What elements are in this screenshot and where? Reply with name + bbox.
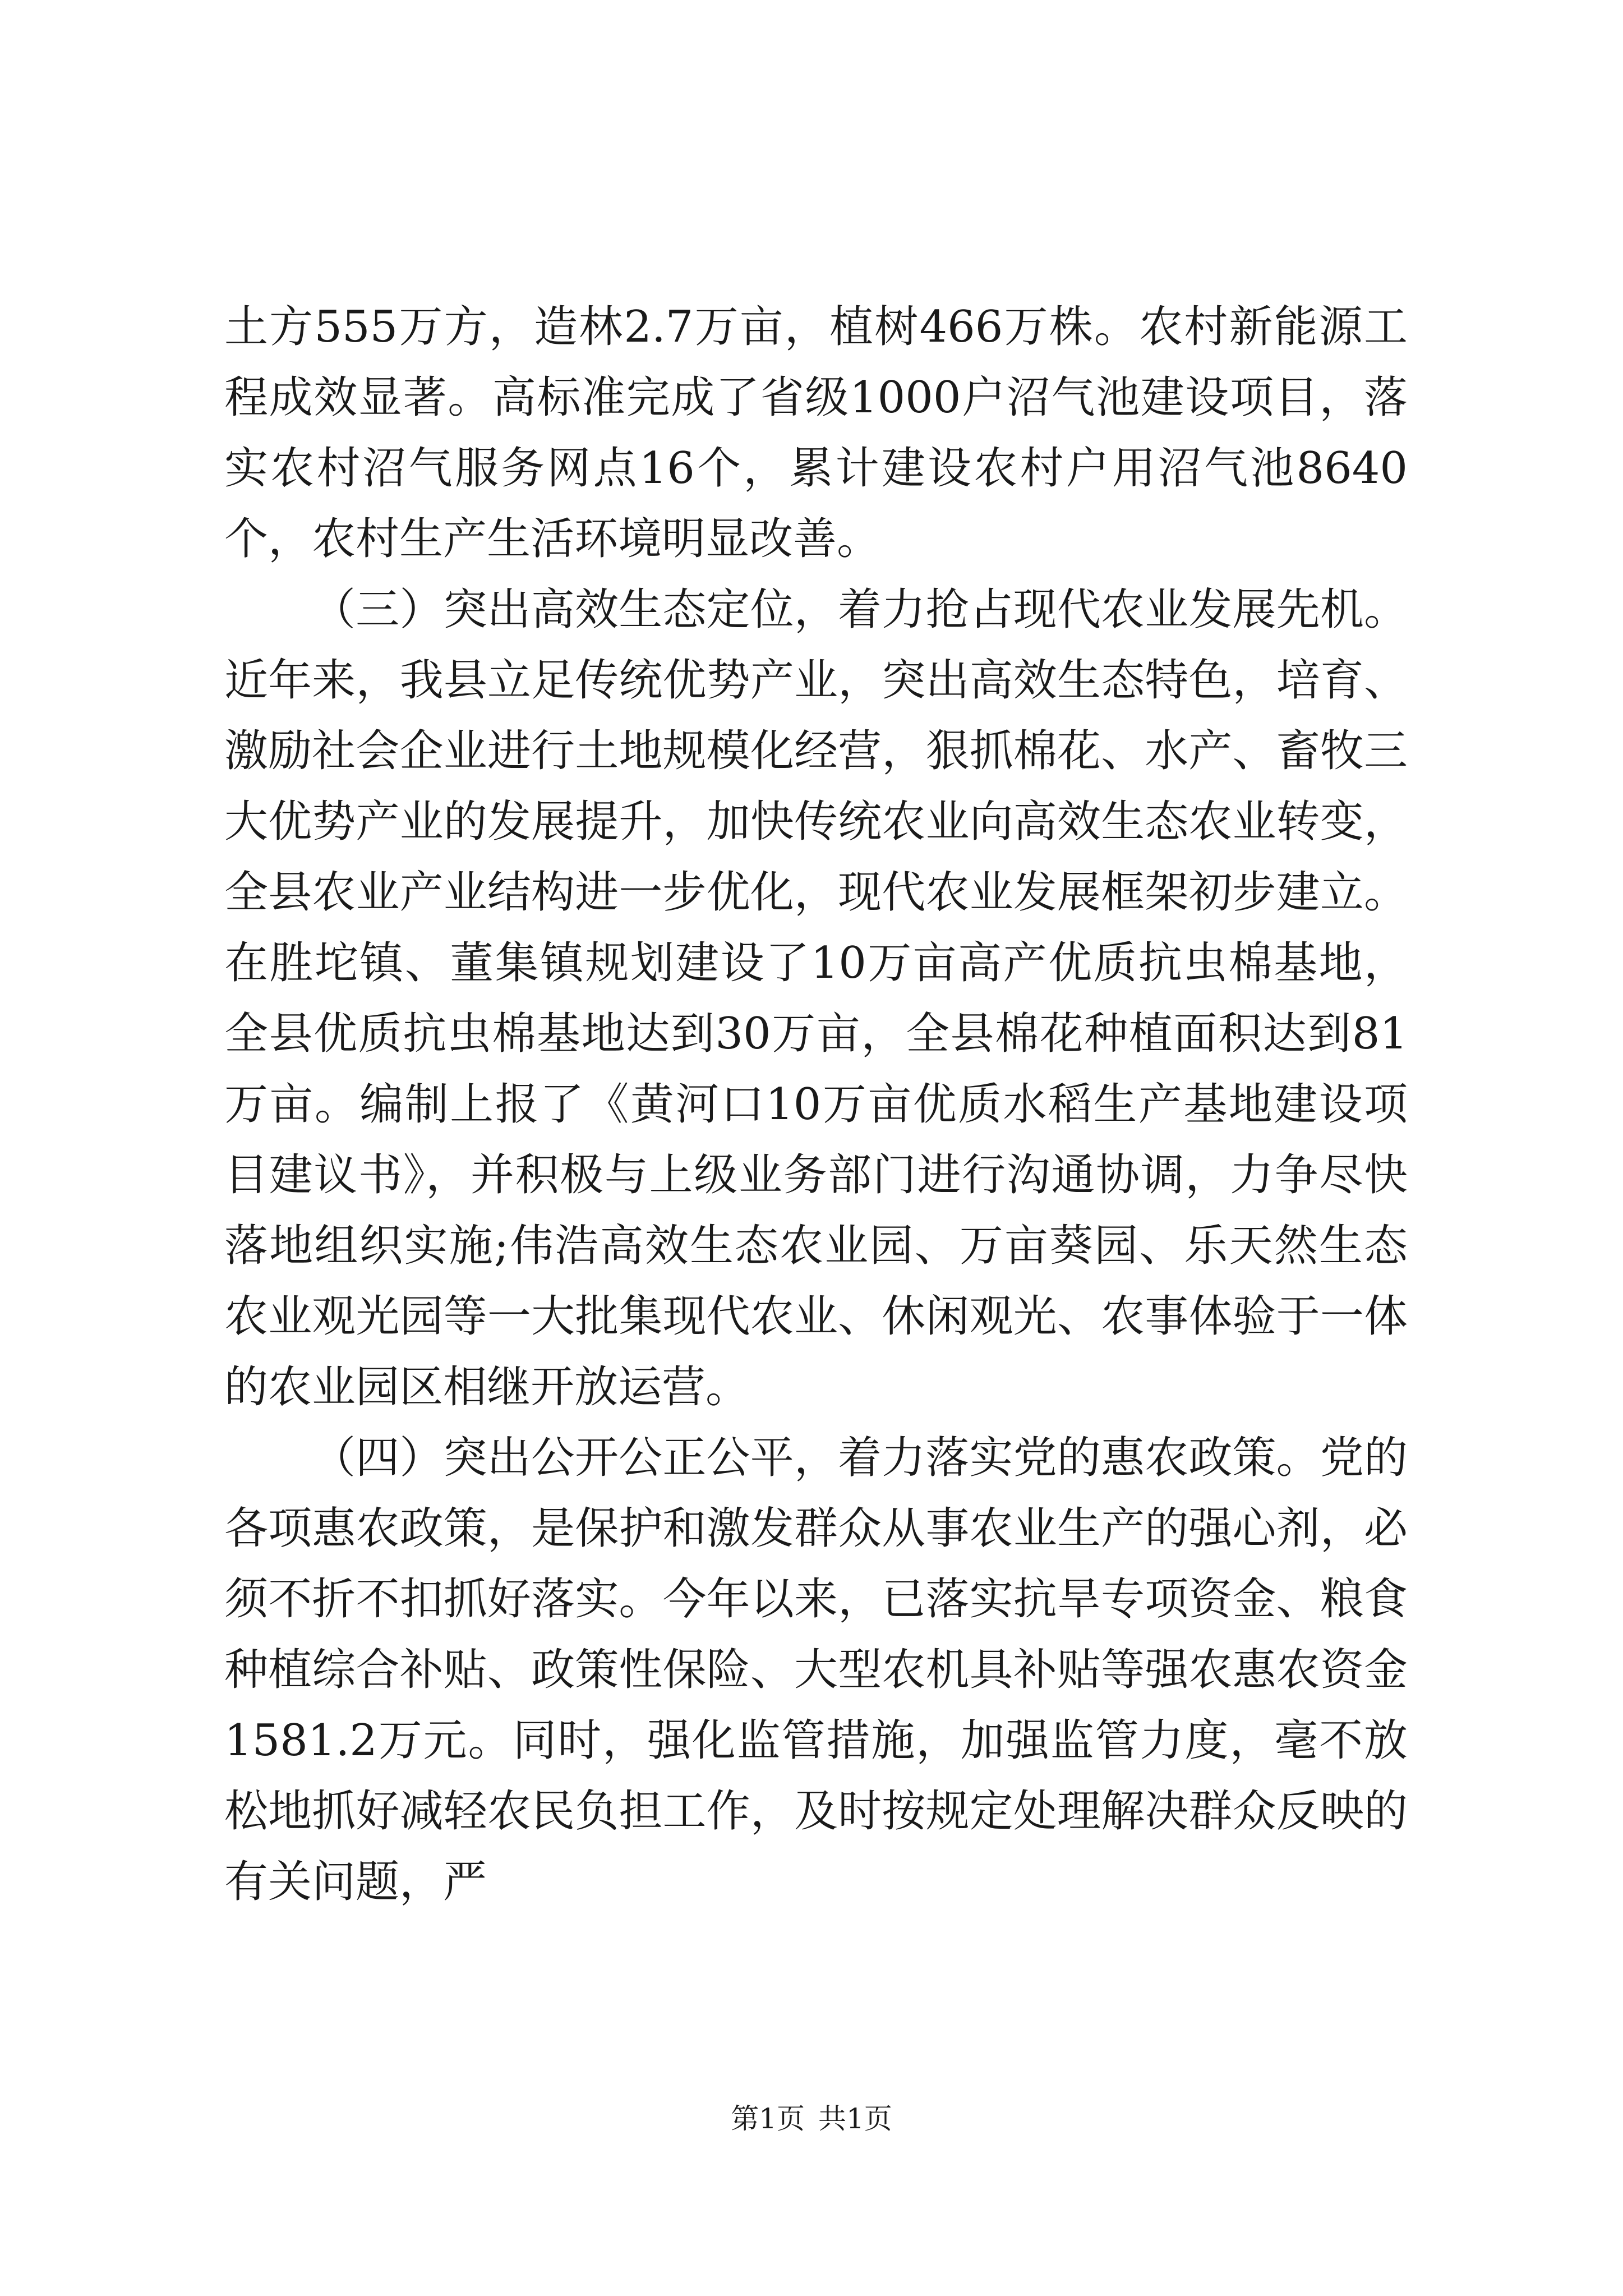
page-number: 第1页	[731, 2102, 805, 2135]
paragraph-2: （三）突出高效生态定位，着力抢占现代农业发展先机。近年来，我县立足传统优势产业，突出高效生态特色，培育、激励社会企业进行土地规模化经营，狠抓棉花、水产、畜牧三大优势产业的发展提升，加快传统农业向高效生态农业转变，全县农业产业结构进一步优化，现代农业发展框架初步建立。在胜坨镇、董集镇规划建设了10万亩高产优质抗虫棉基地，全县优质抗虫棉基地达到30万亩，全县棉花种植面积达到81万亩。编制上报了《黄河口10万亩优质水稻生产基地建设项目建议书》，并积极与上级业务部门进行沟通协调，力争尽快落地组织实施;伟浩高效生态农业园、万亩葵园、乐天然生态农业观光园等一大批集现代农业、休闲观光、农事体验于一体的农业园区相继开放运营。	[224, 585, 1408, 1412]
paragraph-3: （四）突出公开公正公平，着力落实党的惠农政策。党的各项惠农政策，是保护和激发群众从事农业生产的强心剂，必须不折不扣抓好落实。今年以来，已落实抗旱专项资金、粮食种植综合补贴、政策性保险、大型农机具补贴等强农惠农资金1581.2万元。同时，强化监管措施，加强监管力度，毫不放松地抓好减轻农民负担工作，及时按规定处理解决群众反映的有关问题，严	[224, 1433, 1408, 1907]
document-body	[224, 292, 1408, 1917]
page-total: 共1页	[818, 2102, 892, 2135]
page-footer	[0, 2099, 1623, 2138]
paragraph-1: 土方555万方，造林2.7万亩，植树466万株。农村新能源工程成效显著。高标准完成了省级1000户沼气池建设项目，落实农村沼气服务网点16个，累计建设农村户用沼气池8640个，农村生产生活环境明显改善。	[224, 302, 1408, 564]
